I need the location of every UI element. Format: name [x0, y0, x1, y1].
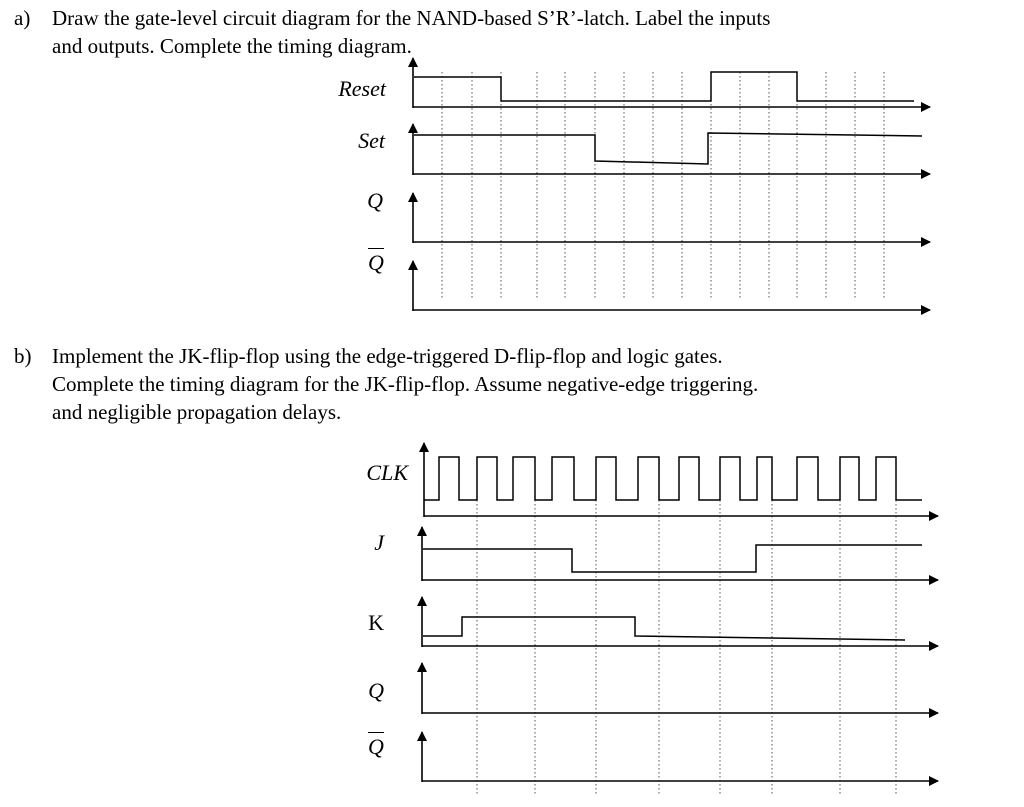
k-waveform	[423, 617, 905, 640]
signal-label-set: Set	[358, 128, 385, 153]
j-waveform	[423, 545, 922, 572]
signal-label-clk: CLK	[366, 460, 408, 485]
signal-label-q-a: Q	[367, 188, 383, 213]
question-a-label: a)	[14, 6, 31, 30]
signal-label-j: J	[374, 530, 384, 555]
signal-label-q-b: Q	[368, 678, 384, 703]
qbar-b-axes	[422, 732, 938, 782]
j-axes	[422, 527, 938, 581]
signal-label-k: K	[368, 610, 384, 635]
q-a-axes	[413, 193, 930, 243]
q-b-axes	[422, 663, 938, 714]
question-a-line-2: and outputs. Complete the timing diagram.	[52, 34, 412, 58]
set-axes	[413, 124, 930, 175]
qbar-b-text: Q	[368, 734, 384, 759]
set-waveform	[414, 133, 922, 164]
reset-waveform	[414, 72, 914, 101]
question-b-label: b)	[14, 344, 32, 368]
question-b-line-1: Implement the JK-flip-flop using the edge-triggered D-flip-flop and logic gates.	[52, 344, 723, 368]
clk-waveform	[424, 457, 922, 500]
clk-axes	[424, 443, 938, 517]
question-b-line-3: and negligible propagation delays.	[52, 400, 342, 424]
question-a-line-1: Draw the gate-level circuit diagram for the NAND-based S’R’-latch. Label the inputs	[52, 6, 771, 30]
question-b-line-2: Complete the timing diagram for the JK-flip-flop. Assume negative-edge triggering.	[52, 372, 759, 396]
signal-label-reset: Reset	[338, 76, 386, 101]
qbar-a-text: Q	[368, 250, 384, 275]
qbar-a-axes	[413, 261, 930, 311]
grid-b	[477, 460, 896, 795]
